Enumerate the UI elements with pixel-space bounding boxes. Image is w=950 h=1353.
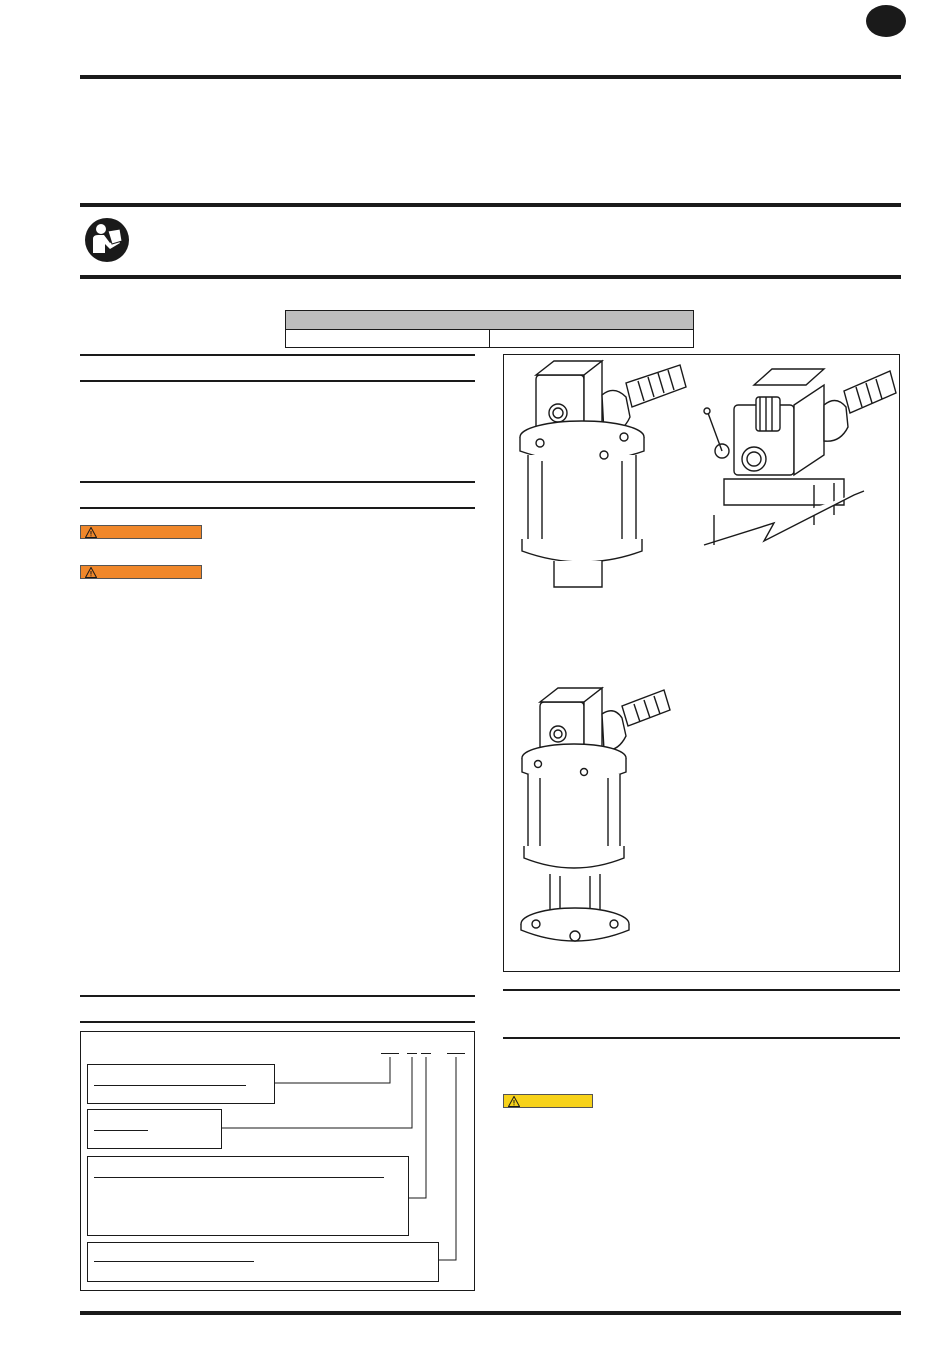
code-segment-box — [87, 1064, 275, 1104]
section-rule — [80, 380, 475, 382]
warning-triangle-icon — [508, 1096, 520, 1107]
model-code-diagram — [80, 1031, 475, 1291]
warning-triangle-icon — [85, 527, 97, 538]
section-rule — [80, 354, 475, 356]
code-segment-box — [87, 1242, 439, 1282]
header-rule — [80, 75, 901, 79]
section-badge — [866, 5, 906, 37]
spec-table-cell — [490, 330, 693, 348]
notice-rule-bottom — [80, 275, 901, 279]
section-rule — [80, 995, 475, 997]
section-rule — [80, 507, 475, 509]
section-rule — [503, 989, 900, 991]
code-segment-line — [94, 1130, 148, 1131]
code-segment-box — [87, 1156, 409, 1236]
pump-motor-illustration — [514, 680, 694, 950]
code-segment-line — [94, 1261, 254, 1262]
spec-table-header — [286, 311, 693, 330]
pump-motor-illustration — [514, 355, 694, 595]
spec-table-row — [286, 330, 693, 348]
section-rule — [503, 1037, 900, 1039]
warning-label — [80, 525, 202, 539]
section-rule — [80, 1021, 475, 1023]
code-segment-line — [94, 1085, 246, 1086]
pump-figure — [503, 354, 900, 972]
read-manual-icon — [84, 217, 130, 263]
spec-table — [285, 310, 694, 348]
pump-motor-illustration — [694, 355, 899, 555]
warning-triangle-icon — [85, 567, 97, 578]
caution-label — [503, 1094, 593, 1108]
notice-rule-top — [80, 203, 901, 207]
footer-rule — [80, 1311, 901, 1315]
section-rule — [80, 481, 475, 483]
spec-table-cell — [286, 330, 490, 348]
code-segment-line — [94, 1177, 384, 1178]
code-segment-box — [87, 1109, 222, 1149]
warning-label — [80, 565, 202, 579]
